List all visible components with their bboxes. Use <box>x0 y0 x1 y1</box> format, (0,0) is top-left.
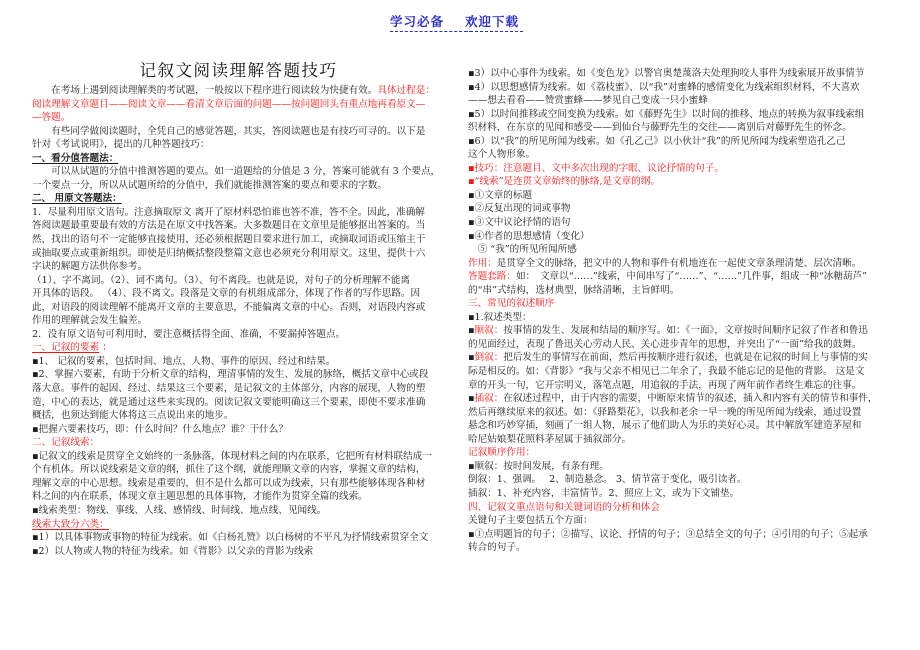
text-line <box>468 311 881 325</box>
text-run: 在叙述过程中，由于内容的需要，中断原来情节的叙述，插入和内容有关的情节和事件， <box>503 393 878 405</box>
text-run: 倒叙：1、强调。 2、制造悬念。 3、情节富于变化，吸引读者。 <box>468 474 747 486</box>
text-line <box>468 433 881 447</box>
text-line <box>468 189 881 203</box>
text-run: ▪4）以思想感情为线索。如《荔枝蜜》、以“我”对蜜蜂的感情变化为线索组织材料，不大喜欢 <box>468 81 860 93</box>
text-run-r: 倒叙： <box>474 352 504 364</box>
text-line <box>32 301 445 315</box>
text-run: 哈尼姑娘梨花照料茅屋属于插叙部分。 <box>468 433 632 445</box>
text-line <box>468 297 881 311</box>
text-run-ru: 线索大致分六类： <box>32 518 109 530</box>
text-line <box>32 450 445 464</box>
text-line <box>468 284 881 298</box>
text-line <box>32 490 445 504</box>
text-line <box>468 365 881 379</box>
text-run: ▪②反复出现的词或事物 <box>468 203 571 215</box>
text-run: ▪③文中议论抒情的语句 <box>468 217 571 229</box>
header-link-download[interactable]: 欢迎下载 <box>465 12 523 32</box>
text-line <box>32 409 445 423</box>
text-run: 转合的句子。 <box>468 542 526 554</box>
document-title: 记叙文阅读理解答题技巧 <box>139 61 338 80</box>
text-run: 章的开头一句，它开宗明义，落笔点题，用追叙的手法，再现了两年前作者终生难忘的往事。 <box>468 379 862 391</box>
text-line <box>468 501 881 515</box>
text-run: 如： 文章以“……”线索，中间串写了“……”、“……”几件事，组成一种“冰糖葫芦” <box>515 271 867 283</box>
text-run-r: ▪技巧：注意题目、文中多次出现的字眼、议论抒情的句子。 <box>468 162 724 174</box>
text-run: 的“串”式结构，选材典型，脉络清晰，主旨鲜明。 <box>468 284 680 296</box>
text-line <box>32 247 445 261</box>
text-run: 料之间的内在联系，体现文章主题思想的具体事物，才能作为贯穿全篇的线索。 <box>32 491 368 503</box>
text-line <box>32 98 445 112</box>
text-run-r: 阅读理解文章题目——阅读文章——看清文章后面的问题——按问题回头有重点地再看原文— <box>32 98 426 110</box>
text-run: 字诀的解题方法供你参考。 <box>32 261 148 273</box>
text-run: 理解文章的中心思想。线索是重要的，但不是什么都可以成为线索，只有那些能够体现各种材 <box>32 477 426 489</box>
text-run: 插叙：1、补充内容，丰富情节。2、照应上文，或为下文铺垫。 <box>468 487 740 499</box>
text-line <box>32 314 445 328</box>
text-line <box>32 436 445 450</box>
text-run: 在考场上遇到阅读理解类的考试题，一般按以下程序进行阅读较为快捷有效。 <box>32 85 378 96</box>
text-run: 开具体的语段。 （4）、段不离文。段落是文章的有机组成部分，体现了作者的写作思路。因 <box>32 288 421 300</box>
text-line <box>32 531 445 545</box>
text-line <box>468 270 881 284</box>
text-run: 可以从试题的分值中推测答题的要点。如一道题给的分值是 3 分，答案可能就有 3 个要点， <box>32 166 441 178</box>
text-line <box>468 135 881 149</box>
text-run-r: —答题。 <box>32 112 71 124</box>
text-line <box>468 351 881 365</box>
text-run: ——想去看看——赞赏蜜蜂——梦见自己变成一只小蜜蜂 <box>468 95 708 107</box>
text-line <box>468 243 881 257</box>
text-line <box>32 233 445 247</box>
text-line <box>468 216 881 230</box>
text-line <box>32 545 445 559</box>
text-run-r: ▪“线索”是连贯文章始终的脉络,是文章的纲。 <box>468 176 661 188</box>
text-run: 织材料，在东京的见闻和感受——到仙台与藤野先生的交往——离别后对藤野先生的怀念。 <box>468 122 852 134</box>
text-run: ▪线索类型：物线、事线、人线、感情线、时间线、地点线、见闻线。 <box>32 504 327 516</box>
text-run: 此，对语段的阅读理解不能离开文章的主要意思，不能偏离文章的中心。否则，对语段内容或 <box>32 301 426 313</box>
right-column <box>468 60 881 558</box>
text-run: 造，中心的表达，就是通过这些来实现的。阅读记叙文要能明确这三个要素，即使不要求准确 <box>32 396 426 408</box>
text-line <box>468 230 881 244</box>
text-line <box>468 94 881 108</box>
text-run: ▪ <box>468 325 475 337</box>
document-body <box>32 60 888 558</box>
text-run: ▪①点明题旨的句子；②描写、议论、抒情的句子；③总结全文的句子；④引用的句子；⑤起承 <box>468 528 868 540</box>
text-line <box>32 219 445 233</box>
text-line <box>32 504 445 518</box>
text-line <box>468 338 881 352</box>
text-run: 落大意。事件的起因、经过、结果这三个要素，是记叙文的主体部分，内容的展现，人物的塑 <box>32 383 426 395</box>
text-line <box>32 355 445 369</box>
text-run: ： <box>99 342 112 354</box>
text-line <box>32 341 445 355</box>
text-line <box>468 541 881 555</box>
text-line <box>468 473 881 487</box>
text-run: 答阅读题最重要最有效的方法是在原文中找答案。大多数题目在文章里是能够抠出答案的。当 <box>32 220 426 232</box>
text-run-u: 二、 用原文答题法： <box>32 193 122 205</box>
text-run: ▪6）以“我”的所见所闻为线索。如《孔乙己》以小伙计“我”的所见所闻为线索塑造孔乙己 <box>468 135 846 147</box>
text-line <box>468 460 881 474</box>
text-line <box>468 446 881 460</box>
text-line <box>468 175 881 189</box>
text-line <box>468 67 881 81</box>
text-run: ▪记叙文的线索是贯穿全文始终的一条脉落，体现材料之间的内在联系，它把所有材料联结成一 <box>32 450 432 462</box>
text-line <box>32 463 445 477</box>
text-run: 关键句子主要包括五个方面： <box>468 515 593 527</box>
text-run: 然，找出的语句不一定能够直接使用，还必须根据题目要求进行加工，或摘取词语或压缩主干 <box>32 234 426 246</box>
text-line <box>32 368 445 382</box>
text-line <box>32 274 445 288</box>
text-line <box>468 81 881 95</box>
text-line <box>32 111 445 125</box>
text-run: 作用的理解就会发生偏差。 <box>32 315 148 327</box>
text-run: 1．尽量利用原文语句。注意摘取原文 离开了原材料恐怕谁也答不准，答不全。因此，准确解 <box>32 206 425 218</box>
text-run: 悬念和巧妙穿插，刻画了一组人物，展示了他们助人为乐的美好心灵。其中解放军建造茅屋和 <box>468 420 862 432</box>
text-run: 是贯穿全文的脉络，把文中的人物和事件有机地连在一起使文章条理清楚、层次清晰。 <box>496 257 862 269</box>
text-line <box>468 257 881 271</box>
text-run-rb: 二、记叙线索： <box>32 437 100 449</box>
text-run-u: 一、看分值答题法： <box>32 152 119 164</box>
text-run: ▪1）以具体事物或事物的特征为线索。如《白杨礼赞》以白杨树的不平凡为抒情线索贯穿全文 <box>32 532 429 544</box>
text-run: 针对《考试说明》，提出的几种答题技巧： <box>32 139 210 151</box>
text-run: 际是相反的。如：《背影》“我与父亲不相见已二年余了，我最不能忘记的是他的背影。 这是文 <box>468 366 865 378</box>
text-run-r: 记叙顺序作用： <box>468 447 536 459</box>
text-line <box>32 477 445 491</box>
text-run: ▪3）以中心事件为线索。如《变色龙》以警官奥楚蔑洛夫处理狗咬人事件为线索展开故事情节 <box>468 68 865 79</box>
text-line <box>468 514 881 528</box>
text-run: ▪1、 记叙的要素，包括时间、地点、人物、事件的原因、经过和结果。 <box>32 355 336 367</box>
text-line <box>32 287 445 301</box>
text-run: 的见面经过，表现了鲁迅关心劳动人民、关心进步青年的思想，并突出了“一面”给我的鼓舞。 <box>468 338 862 350</box>
page-header <box>0 10 920 32</box>
text-line <box>468 324 881 338</box>
text-run: ▪④作者的思想感情（变化） <box>468 230 590 242</box>
text-run-rb: 四、记叙文重点语句和关键词语的分析和体会 <box>468 501 660 513</box>
text-run: （1）、字不离词。（2）、词不离句。（3）、句不离段。也就是说，对句子的分析理解不能离 <box>32 274 411 286</box>
text-line <box>32 396 445 410</box>
text-line <box>32 518 445 532</box>
text-run: 个有机体。所以说线索是文章的纲，抓住了这个纲，就能理顺文章的内容，掌握文章的结构， <box>32 464 426 476</box>
right-column-text <box>468 67 881 555</box>
left-column <box>32 60 445 558</box>
text-run-r: 作用： <box>468 257 497 269</box>
text-line <box>32 328 445 342</box>
text-run: ▪把握六要素技巧，即：什么时间？什么地点？谁？干什么？ <box>32 423 288 435</box>
text-run: ▪1.叙述类型： <box>468 311 532 323</box>
text-line <box>468 202 881 216</box>
text-run: 然后再继续原来的叙述。如：《驿路梨花》，以我和老余一早一晚的所见所闻为线索，通过设置 <box>468 406 862 418</box>
text-run: 按事情的发生、发展和结局的顺序写。如：《一面》，文章按时间顺序记叙了作者和鲁迅 <box>503 325 868 337</box>
text-line <box>468 487 881 501</box>
text-line <box>468 148 881 162</box>
text-run-r: 插叙： <box>474 393 504 405</box>
text-run: ▪5）以时间推移或空间变换为线索。如《藤野先生》以时间的推移、地点的转换为叙事线索组 <box>468 108 865 120</box>
text-run: ⑤ “我”的所见所闻所感 <box>468 244 577 256</box>
text-line <box>32 84 445 98</box>
text-run-rb: 三、常见的叙述顺序 <box>468 298 555 310</box>
text-line <box>32 423 445 437</box>
text-run-ru: 一、记叙的要素 <box>32 342 100 354</box>
text-line <box>468 379 881 393</box>
text-run-r: 具体过程是： <box>377 85 435 96</box>
text-line <box>468 528 881 542</box>
text-run: 一个要点一分，所以从试题所给的分值中，我们就能推测答案的要点和要求的字数。 <box>32 179 387 191</box>
text-run: 有些同学做阅读题时，全凭自己的感觉答题，其实，答阅读题也是有技巧可寻的。以下是 <box>32 125 426 137</box>
text-line <box>32 165 445 179</box>
text-line <box>468 121 881 135</box>
left-column-text <box>32 84 445 558</box>
text-line <box>32 260 445 274</box>
text-run-r: 答题套路： <box>468 271 516 283</box>
text-line <box>32 206 445 220</box>
text-run: 这个人物形象。 <box>468 149 536 161</box>
text-line <box>468 392 881 406</box>
text-line <box>468 162 881 176</box>
text-run: 把后发生的事情写在前面，然后再按顺序进行叙述，也就是在记叙的时间上与事情的实 <box>503 352 868 364</box>
text-run: ▪ <box>468 393 475 405</box>
text-line <box>32 192 445 206</box>
text-line <box>468 108 881 122</box>
text-line <box>468 406 881 420</box>
text-run: 或抽取要点或重新组织。即使是归纳概括整段整篇文意也必须充分利用原文。这里，提供十六 <box>32 247 426 259</box>
header-link-study[interactable]: 学习必备 <box>390 12 472 32</box>
text-run: ▪ <box>468 352 475 364</box>
text-run: 2．没有原文语句可利用时，要注意概括得全面、准确，不要漏掉答题点。 <box>32 328 346 340</box>
text-line <box>32 382 445 396</box>
text-run: ▪2、掌握六要素，有助于分析文章的结构，理清事情的发生、发展的脉络，概括文章中心或段 <box>32 369 429 381</box>
text-line <box>32 138 445 152</box>
text-run: 概括，也须达到能大体将这三点说出来的地步。 <box>32 410 234 422</box>
text-line <box>468 419 881 433</box>
text-line <box>32 179 445 193</box>
text-run: ▪顺叙：按时间发展，有条有理。 <box>468 460 609 472</box>
text-line <box>32 125 445 139</box>
text-line <box>32 152 445 166</box>
text-run: ▪2）以人物或人物的特征为线索。如《背影》以父亲的背影为线索 <box>32 545 314 557</box>
text-run-r: 顺叙： <box>474 325 504 337</box>
text-run: ▪①文章的标题 <box>468 189 533 201</box>
